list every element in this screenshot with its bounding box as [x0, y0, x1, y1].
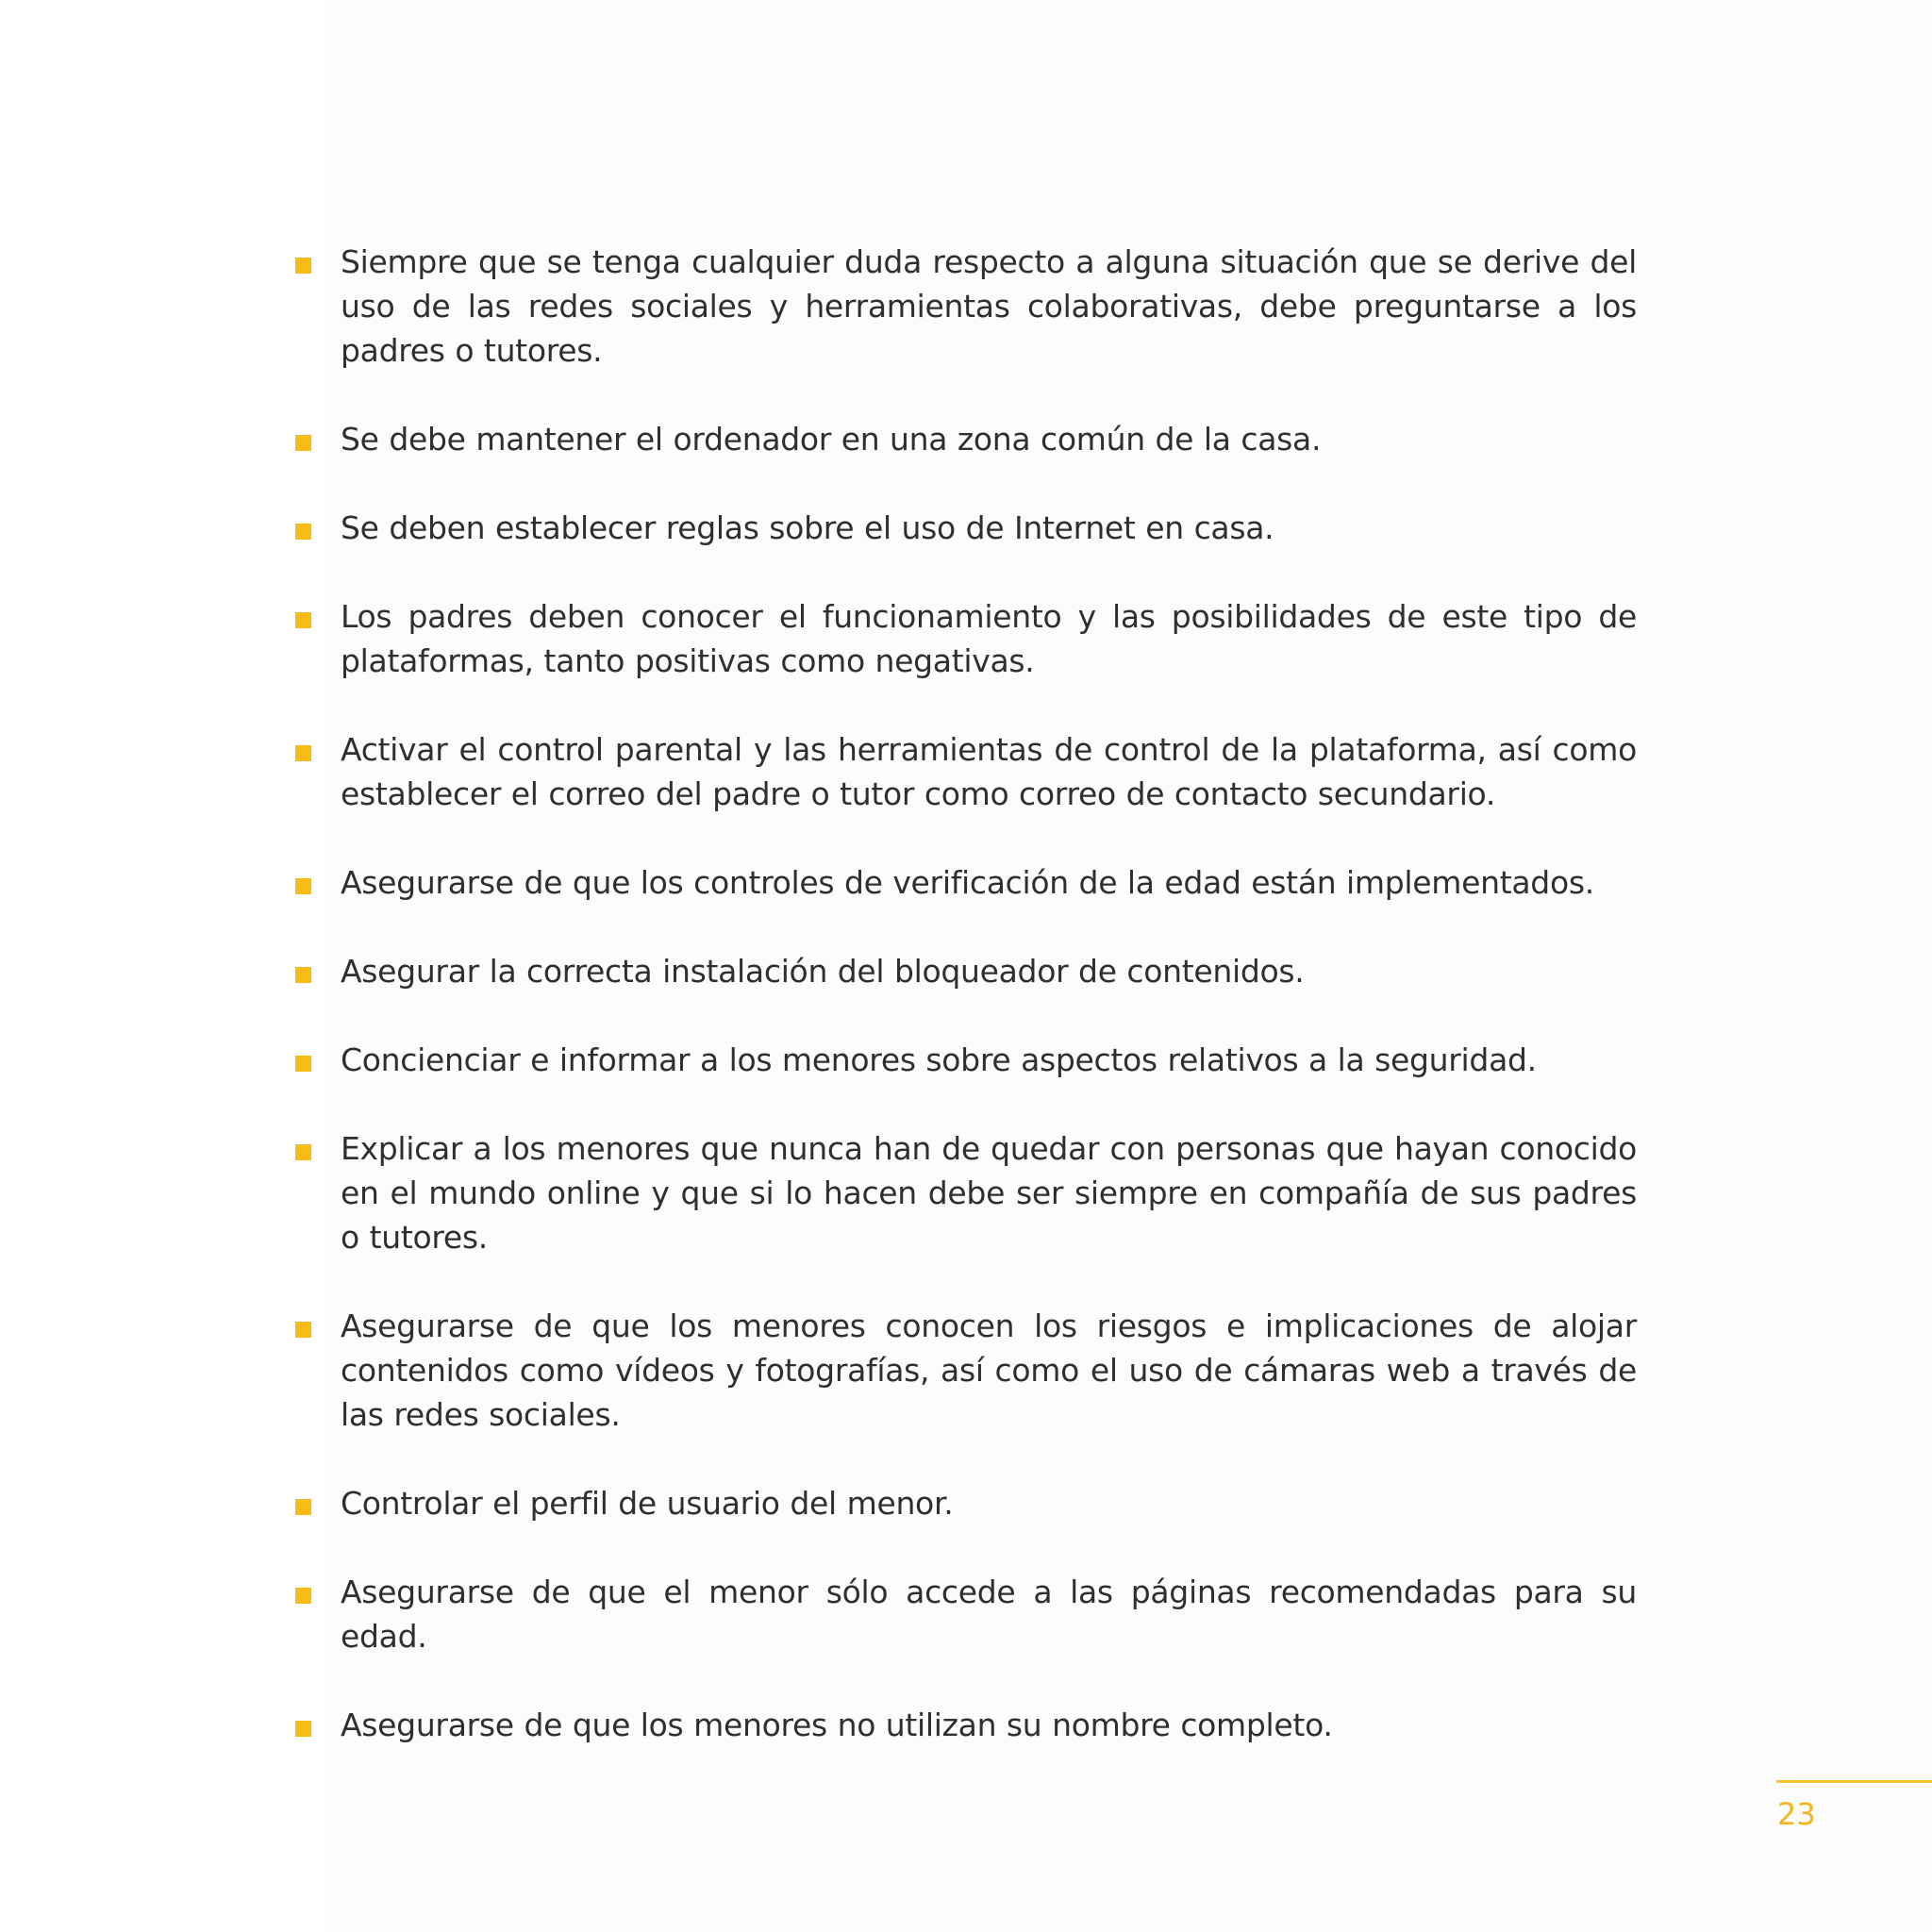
bullet-square-icon [295, 1721, 311, 1737]
list-item-text: Los padres deben conocer el funcionamiento y las posibilidades de este tipo de plataformas, tanto positivas como negativas. [341, 598, 1637, 679]
list-item-text: Asegurarse de que el menor sólo accede a las páginas recomendadas para su edad. [341, 1574, 1637, 1655]
page-number: 23 [1777, 1796, 1816, 1832]
bullet-square-icon [295, 258, 311, 274]
list-item [292, 1570, 1637, 1658]
list-item-text: Asegurarse de que los menores conocen los riesgos e implicaciones de alojar contenidos como vídeos y fotografías, así como el uso de cámaras web a través de las redes sociales. [341, 1307, 1637, 1433]
bullet-square-icon [295, 1322, 311, 1338]
bullet-square-icon [295, 1056, 311, 1072]
bullet-square-icon [295, 1588, 311, 1604]
list-item [292, 1481, 1637, 1525]
list-item [292, 506, 1637, 550]
list-item [292, 417, 1637, 461]
list-item-text: Siempre que se tenga cualquier duda respecto a alguna situación que se derive del uso de las redes sociales y herramientas colaborativas, debe preguntarse a los padres o tutores. [341, 243, 1637, 369]
bullet-square-icon [295, 1499, 311, 1515]
list-item-text: Asegurarse de que los controles de verificación de la edad están implementados. [341, 864, 1594, 901]
list-item [292, 1126, 1637, 1259]
list-item [292, 240, 1637, 373]
bullet-square-icon [295, 878, 311, 894]
list-item [292, 860, 1637, 905]
recommendations-list [292, 240, 1637, 1791]
bullet-square-icon [295, 524, 311, 540]
list-item [292, 1703, 1637, 1747]
list-item [292, 1038, 1637, 1082]
list-item-text: Asegurarse de que los menores no utilizan su nombre completo. [341, 1707, 1333, 1743]
list-item-text: Se debe mantener el ordenador en una zona común de la casa. [341, 421, 1322, 458]
list-item-text: Concienciar e informar a los menores sobre aspectos relativos a la seguridad. [341, 1041, 1537, 1078]
list-item-text: Explicar a los menores que nunca han de quedar con personas que hayan conocido en el mundo online y que si lo hacen debe ser siempre en compañía de sus padres o tutores. [341, 1130, 1637, 1256]
list-item-text: Controlar el perfil de usuario del menor. [341, 1485, 954, 1522]
list-item-text: Asegurar la correcta instalación del bloqueador de contenidos. [341, 953, 1305, 990]
bullet-square-icon [295, 435, 311, 451]
bullet-square-icon [295, 612, 311, 628]
footer-divider [1776, 1780, 1932, 1783]
list-item [292, 594, 1637, 683]
bullet-square-icon [295, 967, 311, 983]
list-item-text: Activar el control parental y las herramientas de control de la plataforma, así como establecer el correo del padre o tutor como correo de contacto secundario. [341, 731, 1637, 812]
list-item-text: Se deben establecer reglas sobre el uso de Internet en casa. [341, 509, 1274, 546]
list-item [292, 727, 1637, 816]
bullet-square-icon [295, 745, 311, 761]
bullet-square-icon [295, 1144, 311, 1160]
list-item [292, 949, 1637, 993]
list-item [292, 1304, 1637, 1437]
